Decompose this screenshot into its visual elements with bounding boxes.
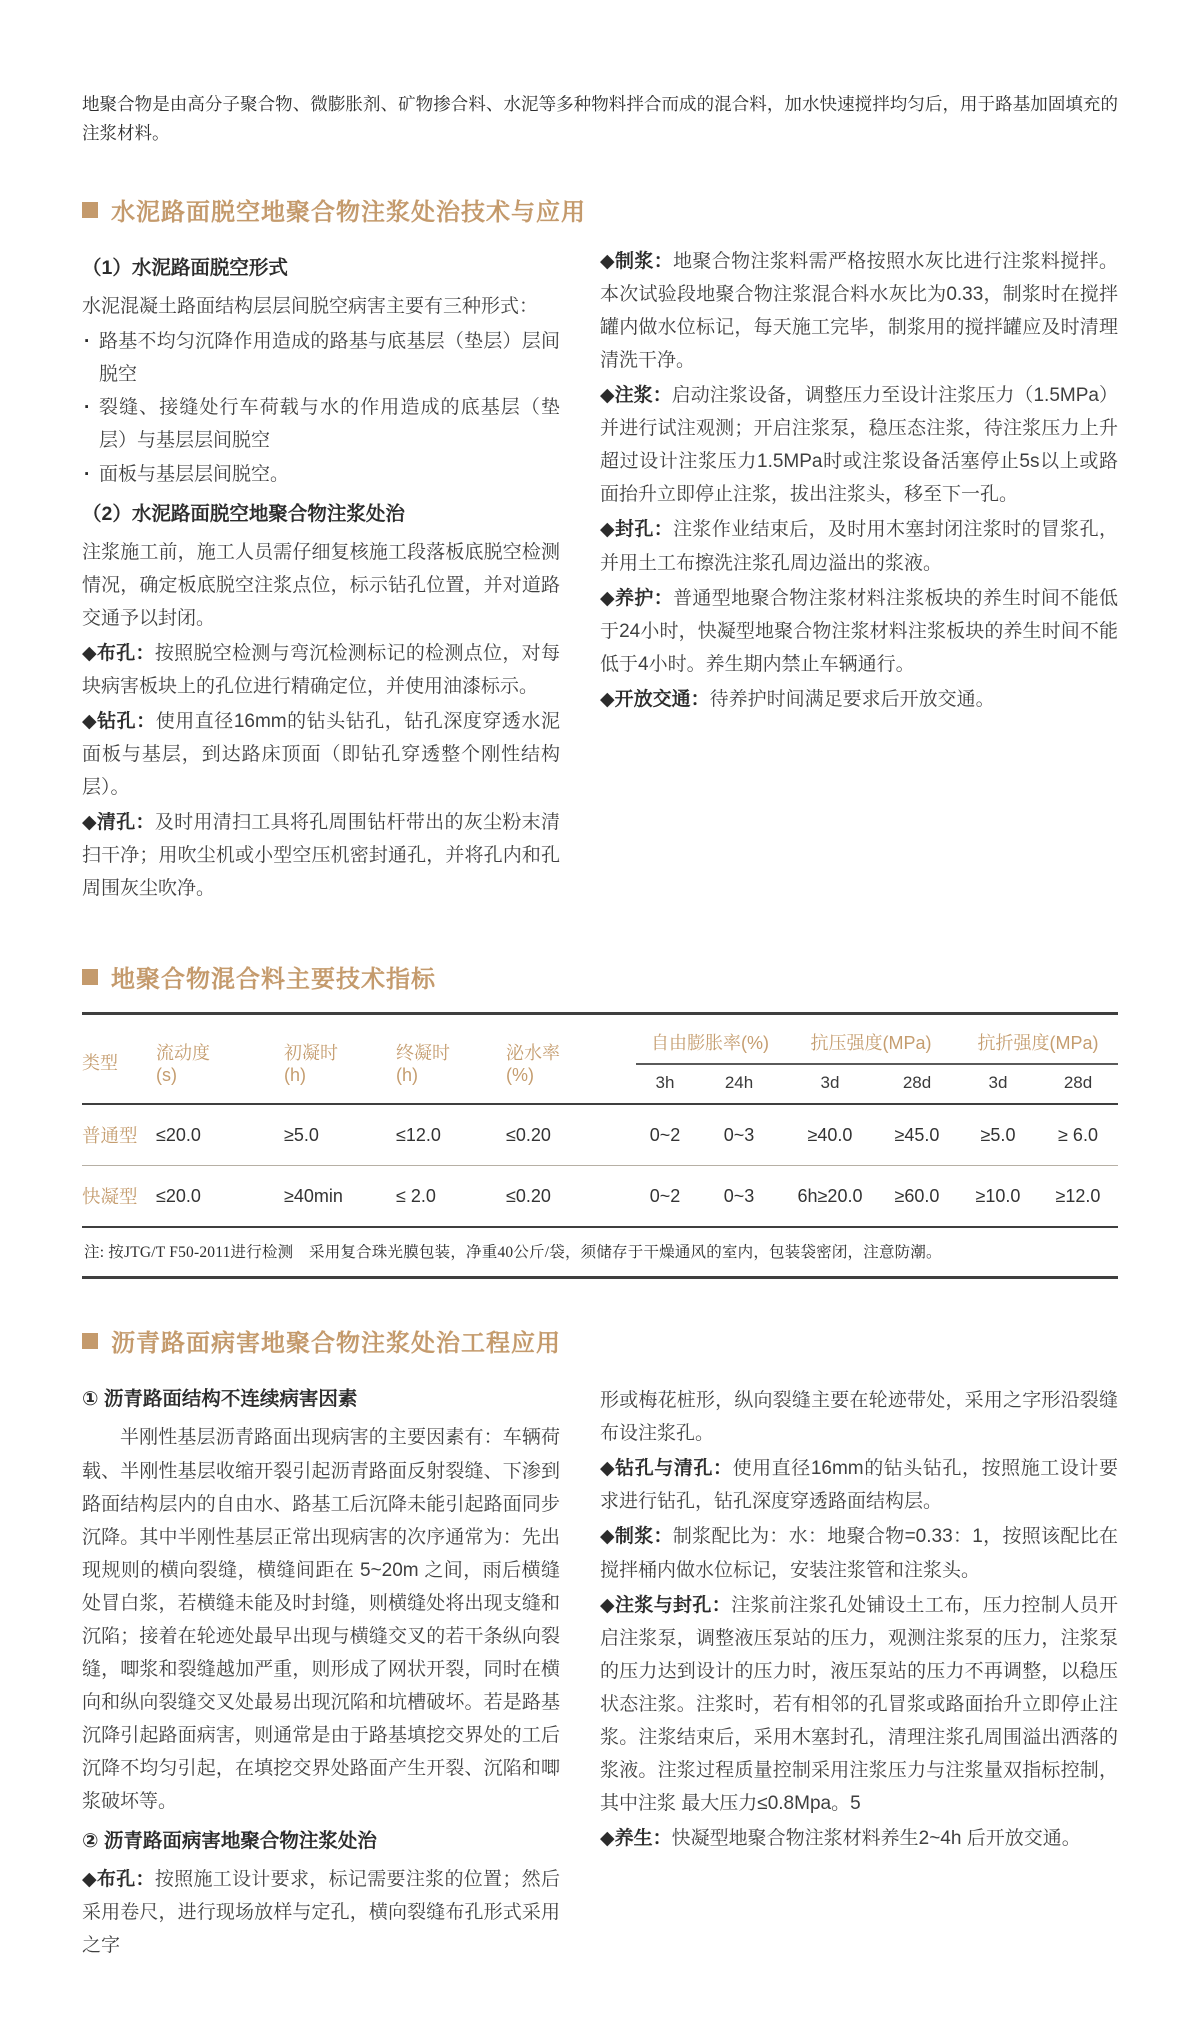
row-type-cell: 普通型 bbox=[82, 1104, 156, 1166]
subheading-1-2: （2）水泥路面脱空地聚合物注浆处治 bbox=[82, 502, 405, 525]
section3-title bbox=[82, 1323, 1118, 1358]
paragraph-continuation: 形或梅花桩形，纵向裂缝主要在轮迹带处，采用之字形沿裂缝布设注浆孔。 bbox=[600, 1390, 1118, 1445]
value-cell: 0~2 bbox=[636, 1104, 694, 1166]
sub-header: 3h bbox=[636, 1064, 694, 1104]
section1-left-column bbox=[82, 245, 560, 907]
col-header-type: 类型 bbox=[82, 1014, 156, 1105]
procedure-text: 快凝型地聚合物注浆材料养生2~4h 后开放交通。 bbox=[671, 1827, 1081, 1849]
table-row-ordinary bbox=[82, 1104, 1118, 1166]
procedure-item-zhijiang-asphalt bbox=[600, 1520, 1118, 1586]
procedure-text: 使用直径16mm的钻头钻孔，按照施工设计要求进行钻孔，钻孔深度穿透路面结构层。 bbox=[600, 1458, 1118, 1513]
procedure-label: ◆养生： bbox=[600, 1827, 672, 1849]
procedure-item-bukong-asphalt bbox=[82, 1863, 560, 1962]
procedure-text: 注浆作业结束后，及时用木塞封闭注浆时的冒浆孔，并用土工布擦洗注浆孔周边溢出的浆液。 bbox=[600, 519, 1118, 574]
group-header-flexural: 抗折强度(MPa) bbox=[958, 1014, 1118, 1065]
value-cell: 0~2 bbox=[636, 1166, 694, 1228]
procedure-item-grout-seal bbox=[600, 1589, 1118, 1820]
sub-header: 3d bbox=[958, 1064, 1038, 1104]
section1-title bbox=[82, 192, 1118, 227]
paragraph: 注浆施工前，施工人员需仔细复核施工段落板底脱空检测情况，确定板底脱空注浆点位，标示钻孔位置，并对道路交通予以封闭。 bbox=[82, 541, 560, 629]
procedure-label: ◆注浆与封孔： bbox=[600, 1594, 732, 1616]
group-header-expansion: 自由膨胀率(%) bbox=[636, 1014, 784, 1065]
procedure-item-zhujiang bbox=[600, 379, 1118, 511]
col-header-initial-set: 初凝时 (h) bbox=[284, 1014, 396, 1105]
group-header-compressive: 抗压强度(MPa) bbox=[784, 1014, 958, 1065]
value-cell: ≥40min bbox=[284, 1166, 396, 1228]
table-row-rapid bbox=[82, 1166, 1118, 1228]
value-cell: 0~3 bbox=[694, 1104, 784, 1166]
procedure-label: ◆制浆： bbox=[600, 1526, 673, 1548]
procedure-text: 按照施工设计要求，标记需要注浆的位置；然后采用卷尺，进行现场放样与定孔，横向裂缝布孔形式采用之字 bbox=[82, 1869, 560, 1957]
procedure-item-zuankong bbox=[82, 705, 560, 804]
section2-title-text: 地聚合物混合料主要技术指标 bbox=[111, 966, 436, 994]
procedure-label: ◆封孔： bbox=[600, 519, 674, 541]
square-bullet-icon bbox=[82, 202, 98, 218]
procedure-text: 启动注浆设备，调整压力至设计注浆压力（1.5MPa）并进行试注观测；开启注浆泵，稳压态注浆，待注浆压力上升超过设计注浆压力1.5MPa时或注浆设备活塞停止5s以上或路面抬升立即停止注浆，拔出注浆头，移至下一孔。 bbox=[600, 385, 1118, 506]
row-type-cell: 快凝型 bbox=[82, 1166, 156, 1228]
subheading-3-2: ② 沥青路面病害地聚合物注浆处治 bbox=[82, 1830, 377, 1853]
paragraph-disease-factors: 半刚性基层沥青路面出现病害的主要因素有：车辆荷载、半刚性基层收缩开裂引起沥青路面反射裂缝、下渗到路面结构层内的自由水、路基工后沉降未能引起路面同步沉降。其中半刚性基层正常出现病害的次序通常为：先出现规则的横向裂缝，横缝间距在 5~20m 之间，雨后横缝处冒白浆，若横缝未能及时封缝，则横缝处将出现支缝和沉陷；接着在轮迹处最早出现与横缝交叉的若干条纵向裂缝，唧浆和裂缝越加严重，则形成了网状开裂，同时在横向和纵向裂缝交叉处最易出现沉陷和坑槽破坏。若是路基沉降引起路面病害，则通常是由于路基填挖交界处的工后沉降不均匀引起，在填挖交界处路面产生开裂、沉陷和唧浆破坏等。 bbox=[82, 1427, 560, 1812]
procedure-text: 及时用清扫工具将孔周围钻杆带出的灰尘粉末清扫干净；用吹尘机或小型空压机密封通孔，并将孔内和孔周围灰尘吹净。 bbox=[82, 812, 560, 900]
section3-right-column bbox=[600, 1376, 1118, 1964]
list-item: · 裂缝、接缝处行车荷载与水的作用造成的底基层（垫层）与基层层间脱空 bbox=[82, 391, 560, 457]
procedure-label: ◆制浆： bbox=[600, 251, 674, 273]
subheading-1-1: （1）水泥路面脱空形式 bbox=[82, 257, 288, 280]
value-cell: ≤0.20 bbox=[506, 1166, 636, 1228]
section1-title-text: 水泥路面脱空地聚合物注浆处治技术与应用 bbox=[111, 199, 586, 227]
col-header-fluidity: 流动度 (s) bbox=[156, 1014, 284, 1105]
procedure-item-bukong bbox=[82, 637, 560, 703]
value-cell: ≥5.0 bbox=[958, 1104, 1038, 1166]
table-note: 注: 按JTG/T F50-2011进行检测 采用复合珠光膜包装，净重40公斤/袋，须储存于干燥通风的室内，包装袋密闭，注意防潮。 bbox=[82, 1228, 1118, 1279]
procedure-label: ◆养护： bbox=[600, 587, 674, 609]
sub-header: 3d bbox=[784, 1064, 876, 1104]
paragraph: 水泥混凝土路面结构层层间脱空病害主要有三种形式： bbox=[82, 296, 539, 318]
section3-left-column bbox=[82, 1376, 560, 1964]
technical-indicators-table bbox=[82, 1012, 1118, 1228]
section1-right-column bbox=[600, 245, 1118, 907]
square-bullet-icon bbox=[82, 969, 98, 985]
square-bullet-icon bbox=[82, 1333, 98, 1349]
sub-header: 24h bbox=[694, 1064, 784, 1104]
value-cell: ≥45.0 bbox=[876, 1104, 958, 1166]
procedure-item-curing bbox=[600, 1822, 1118, 1855]
procedure-text: 使用直径16mm的钻头钻孔，钻孔深度穿透水泥面板与基层，到达路床顶面（即钻孔穿透整个刚性结构层）。 bbox=[82, 710, 560, 799]
procedure-text: 地聚合物注浆料需严格按照水灰比进行注浆料搅拌。本次试验段地聚合物注浆混合料水灰比为0.33，制浆时在搅拌罐内做水位标记，每天施工完毕，制浆用的搅拌罐应及时清理清洗干净。 bbox=[600, 251, 1118, 372]
list-item: · 路基不均匀沉降作用造成的路基与底基层（垫层）层间脱空 bbox=[82, 325, 560, 391]
procedure-label: ◆钻孔： bbox=[82, 710, 156, 732]
value-cell: ≥40.0 bbox=[784, 1104, 876, 1166]
subheading-3-1: ① 沥青路面结构不连续病害因素 bbox=[82, 1388, 358, 1411]
procedure-label: ◆布孔： bbox=[82, 1869, 155, 1891]
procedure-item-kaifangjiaotong bbox=[600, 683, 1118, 716]
procedure-item-drill-clean bbox=[600, 1452, 1118, 1518]
value-cell: ≥10.0 bbox=[958, 1166, 1038, 1228]
value-cell: ≥5.0 bbox=[284, 1104, 396, 1166]
value-cell: ≤12.0 bbox=[396, 1104, 506, 1166]
procedure-item-qingkong bbox=[82, 806, 560, 905]
procedure-label: ◆布孔： bbox=[82, 642, 155, 664]
procedure-label: ◆开放交通： bbox=[600, 688, 710, 710]
procedure-item-fengkong bbox=[600, 513, 1118, 579]
procedure-text: 注浆前注浆孔处铺设土工布，压力控制人员开启注浆泵，调整液压泵站的压力，观测注浆泵的压力，注浆泵的压力达到设计的压力时，液压泵站的压力不再调整，以稳压状态注浆。注浆时，若有相邻的孔冒浆或路面抬升立即停止注浆。注浆结束后，采用木塞封孔，清理注浆孔周围溢出洒落的浆液。注浆过程质量控制采用注浆压力与注浆量双指标控制，其中注浆 最大压力≤0.8Mpa。5 bbox=[600, 1594, 1118, 1814]
section1-columns bbox=[82, 245, 1118, 907]
procedure-item-zhijiang bbox=[600, 245, 1118, 377]
value-cell: ≤20.0 bbox=[156, 1166, 284, 1228]
col-header-final-set: 终凝时 (h) bbox=[396, 1014, 506, 1105]
value-cell: ≥ 6.0 bbox=[1038, 1104, 1118, 1166]
procedure-text: 按照脱空检测与弯沉检测标记的检测点位，对每块病害板块上的孔位进行精确定位，并使用油漆标示。 bbox=[82, 642, 560, 697]
section3-title-text: 沥青路面病害地聚合物注浆处治工程应用 bbox=[111, 1330, 561, 1358]
procedure-item-yanghu bbox=[600, 582, 1118, 681]
value-cell: ≥12.0 bbox=[1038, 1166, 1118, 1228]
section3-columns bbox=[82, 1376, 1118, 1964]
value-cell: ≤ 2.0 bbox=[396, 1166, 506, 1228]
value-cell: ≥60.0 bbox=[876, 1166, 958, 1228]
value-cell: ≤20.0 bbox=[156, 1104, 284, 1166]
procedure-label: ◆注浆： bbox=[600, 385, 672, 407]
value-cell: ≤0.20 bbox=[506, 1104, 636, 1166]
sub-header: 28d bbox=[876, 1064, 958, 1104]
procedure-label: ◆钻孔与清孔： bbox=[600, 1458, 733, 1480]
section2-title bbox=[82, 959, 1118, 994]
intro-paragraph: 地聚合物是由高分子聚合物、微膨胀剂、矿物掺合料、水泥等多种物料拌合而成的混合料，加水快速搅拌均匀后，用于路基加固填充的注浆材料。 bbox=[82, 94, 1118, 144]
list-item: · 面板与基层层间脱空。 bbox=[82, 458, 560, 491]
procedure-text: 普通型地聚合物注浆材料注浆板块的养生时间不能低于24小时，快凝型地聚合物注浆材料注浆板块的养生时间不能低于4小时。养生期内禁止车辆通行。 bbox=[600, 587, 1118, 675]
void-forms-list bbox=[82, 325, 560, 490]
col-header-bleeding: 泌水率 (%) bbox=[506, 1014, 636, 1105]
procedure-text: 待养护时间满足要求后开放交通。 bbox=[709, 688, 995, 710]
value-cell: 0~3 bbox=[694, 1166, 784, 1228]
sub-header: 28d bbox=[1038, 1064, 1118, 1104]
value-cell: 6h≥20.0 bbox=[784, 1166, 876, 1228]
procedure-label: ◆清孔： bbox=[82, 812, 155, 834]
procedure-text: 制浆配比为：水：地聚合物=0.33：1，按照该配比在搅拌桶内做水位标记，安装注浆管和注浆头。 bbox=[600, 1526, 1118, 1581]
